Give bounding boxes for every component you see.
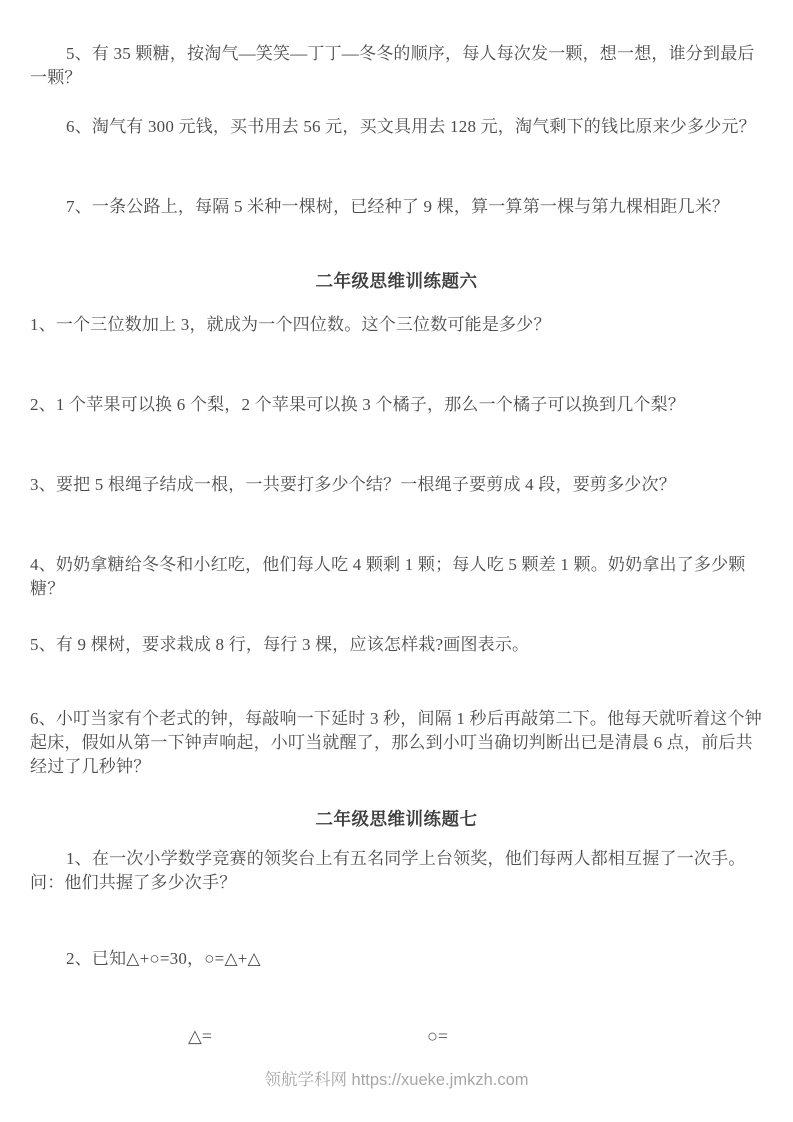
- section-six-problem-5: 5、有 9 棵树，要求栽成 8 行，每行 3 棵，应该怎样栽?画图表示。: [30, 635, 530, 654]
- carryover-problem-5: 5、有 35 颗糖，按淘气—笑笑—丁丁—冬冬的顺序，每人每次发一颗，想一想，谁分到最后一颗？: [30, 44, 755, 87]
- triangle-answer-blank: △=: [188, 1026, 212, 1046]
- carryover-problem-6: 6、淘气有 300 元钱，买书用去 56 元，买文具用去 128 元，淘气剩下的钱比原来少多少元？: [66, 117, 756, 136]
- section-six-problem-2: 2、1 个苹果可以换 6 个梨，2 个苹果可以换 3 个橘子，那么一个橘子可以换到几个梨？: [30, 395, 685, 414]
- section-six-problem-6: 6、小叮当家有个老式的钟，每敲响一下延时 3 秒，间隔 1 秒后再敲第二下。他每天就听着这个钟起床，假如从第一下钟声响起，小叮当就醒了，那么到小叮当确切判断出已是清晨 6 点，前后共经过了几秒钟？: [30, 709, 762, 776]
- section-seven-title: 二年级思维训练题七: [315, 809, 478, 829]
- section-six-problem-3: 3、要把 5 根绳子结成一根，一共要打多少个结？一根绳子要剪成 4 段，要剪多少次？: [30, 475, 676, 494]
- section-six-title: 二年级思维训练题六: [315, 271, 478, 291]
- circle-answer-blank: ○=: [427, 1026, 449, 1046]
- section-six-problem-4: 4、奶奶拿糖给冬冬和小红吃，他们每人吃 4 颗剩 1 颗；每人吃 5 颗差 1 颗。奶奶拿出了多少颗糖？: [30, 555, 746, 598]
- footer-watermark: 领航学科网 https://xueke.jmkzh.com: [264, 1071, 529, 1089]
- section-seven-problem-1: 1、在一次小学数学竞赛的领奖台上有五名同学上台领奖，他们每两人都相互握了一次手。问：他们共握了多少次手？: [30, 849, 746, 892]
- section-six-problem-1: 1、一个三位数加上 3，就成为一个四位数。这个三位数可能是多少？: [30, 315, 551, 334]
- carryover-problem-7: 7、一条公路上，每隔 5 米种一棵树，已经种了 9 棵，算一算第一棵与第九棵相距几米？: [66, 197, 730, 216]
- section-seven-problem-2: 2、已知△+○=30，○=△+△: [66, 949, 261, 968]
